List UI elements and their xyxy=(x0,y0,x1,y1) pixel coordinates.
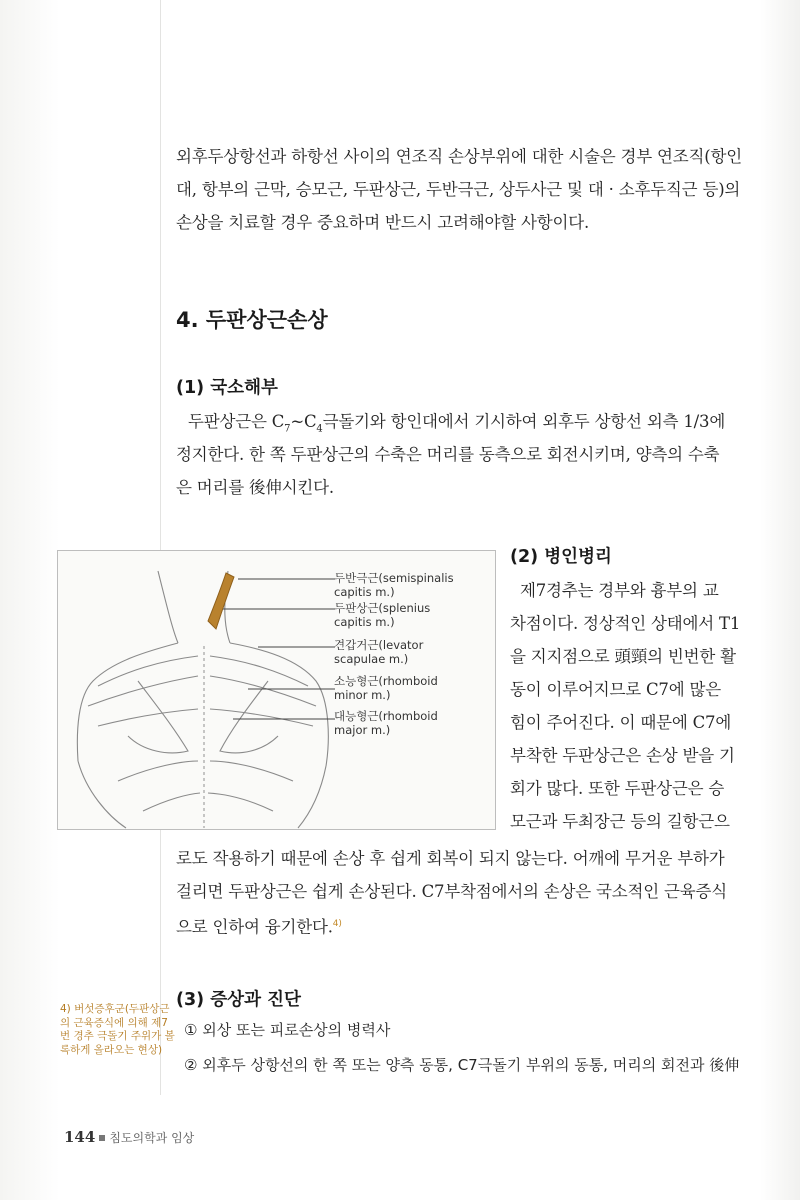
footer-square-icon xyxy=(99,1135,105,1141)
pathology-side-line-5: 힘이 주어진다. 이 때문에 C7에 xyxy=(510,713,732,732)
pathology-line-3 xyxy=(176,908,342,944)
pathology-side-line-4: 동이 이루어지므로 C7에 많은 xyxy=(510,680,721,699)
callout-semispinalis-line-2: capitis m.) xyxy=(334,585,395,599)
margin-guide-line xyxy=(160,0,161,1095)
callout-rhomboid-major xyxy=(334,709,438,737)
pathology-side-line-1: 제7경추는 경부와 흉부의 교 xyxy=(520,581,719,600)
intro-line-3: 손상을 치료할 경우 중요하며 반드시 고려해야할 사항이다. xyxy=(176,213,590,232)
anatomy-line-1b: ~C xyxy=(290,412,317,431)
callout-rhomboid-minor xyxy=(334,674,438,702)
anatomy-line-1a: 두판상근은 C xyxy=(188,412,285,431)
callout-levator xyxy=(334,638,423,666)
anatomy-line-1c: 극돌기와 항인대에서 기시하여 외후두 상항선 외측 1/3에 xyxy=(322,412,726,431)
section-title: 4. 두판상근손상 xyxy=(176,308,328,332)
pathology-side-line-3: 을 지지점으로 頭頸의 빈번한 활 xyxy=(510,647,736,666)
anatomy-sub-1: 7 xyxy=(284,423,291,435)
book-title: 침도의학과 임상 xyxy=(109,1131,195,1145)
pathology-side-line-2: 차점이다. 정상적인 상태에서 T1 xyxy=(510,614,741,633)
callout-semispinalis-line-1: 두반극근(semispinalis xyxy=(334,571,454,585)
pathology-heading: (2) 병인병리 xyxy=(510,547,612,567)
anatomy-line-3: 은 머리를 後伸시킨다. xyxy=(176,478,334,497)
callout-rhomboid-major-line-1: 대능형근(rhomboid xyxy=(334,709,438,723)
anatomy-line-2: 정지한다. 한 쪽 두판상근의 수축은 머리를 동측으로 회전시키며, 양측의 수축 xyxy=(176,445,720,464)
page-number: 144 xyxy=(64,1128,96,1146)
intro-line-1: 외후두상항선과 하항선 사이의 연조직 손상부위에 대한 시술은 경부 연조직(항인 xyxy=(176,147,742,166)
callout-splenius-line-2: capitis m.) xyxy=(334,615,395,629)
splenius-highlight xyxy=(208,573,234,629)
footnote-sidenote: 4) 버섯증후군(두판상근의 근육증식에 의해 제7번 경추 극돌기 주위가 볼록하게 올라오는 현상) xyxy=(60,1003,175,1056)
symptom-item-1: ① 외상 또는 피로손상의 병력사 xyxy=(184,1021,391,1039)
callout-rhomboid-major-line-2: major m.) xyxy=(334,723,391,737)
pathology-side-line-8: 모근과 두최장근 등의 길항근으 xyxy=(510,812,730,831)
pathology-line-1: 로도 작용하기 때문에 손상 후 쉽게 회복이 되지 않는다. 어깨에 무거운 부하가 xyxy=(176,849,725,868)
footnote-ref: 4) xyxy=(332,919,342,929)
callout-levator-line-1: 견갑거근(levator xyxy=(334,638,424,652)
callout-rhomboid-minor-line-2: minor m.) xyxy=(334,688,391,702)
callout-levator-line-2: scapulae m.) xyxy=(334,652,409,666)
symptoms-heading: (3) 증상과 진단 xyxy=(176,990,301,1010)
pathology-line-3-text: 으로 인하여 융기한다. xyxy=(176,917,333,937)
symptom-item-2: ② 외후두 상항선의 한 쪽 또는 양측 동통, C7극돌기 부위의 동통, 머리의 회전과 後伸 xyxy=(184,1056,740,1074)
page-footer xyxy=(64,1128,194,1146)
anatomy-sub-2: 4 xyxy=(316,423,323,435)
pathology-side-line-6: 부착한 두판상근은 손상 받을 기 xyxy=(510,746,735,765)
intro-line-2: 대, 항부의 근막, 승모근, 두판상근, 두반극근, 상두사근 및 대 · 소후두직근 등)의 xyxy=(176,180,741,199)
callout-semispinalis xyxy=(334,571,454,599)
callout-rhomboid-minor-line-1: 소능형근(rhomboid xyxy=(334,674,438,688)
pathology-side-line-7: 회가 많다. 또한 두판상근은 승 xyxy=(510,779,725,798)
anatomy-heading: (1) 국소해부 xyxy=(176,378,278,398)
callout-splenius-line-1: 두판상근(splenius xyxy=(334,601,431,615)
callout-splenius xyxy=(334,601,430,629)
pathology-line-2: 걸리면 두판상근은 쉽게 손상된다. C7부착점에서의 손상은 국소적인 근육증식 xyxy=(176,882,727,901)
